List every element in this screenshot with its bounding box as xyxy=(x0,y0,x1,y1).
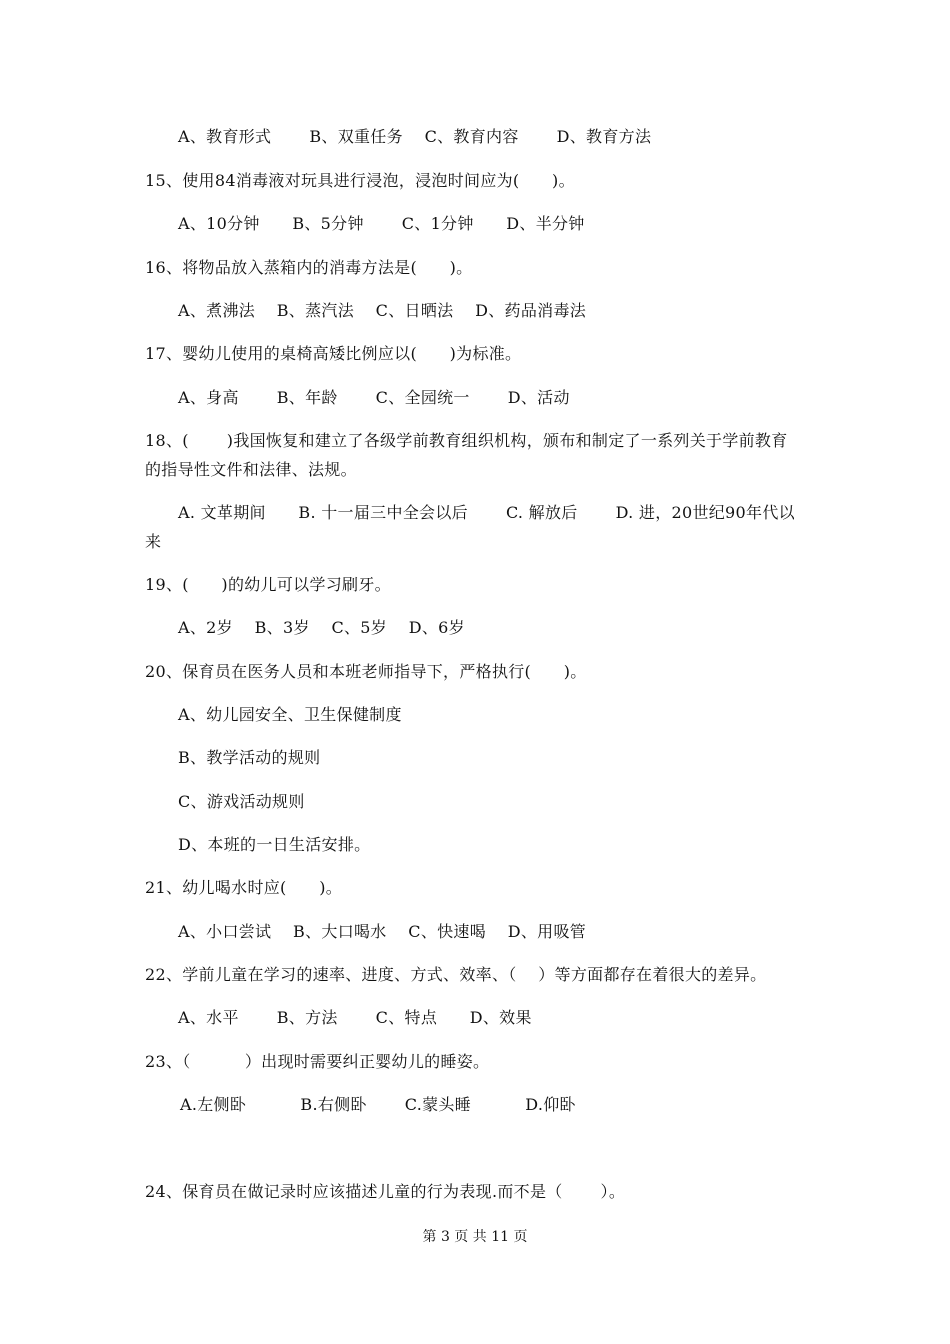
q18-options: A. 文革期间 B. 十一届三中全会以后 C. 解放后 D. 进，20世纪90年代以 xyxy=(178,503,795,522)
question-23: 23、（ ）出现时需要纠正婴幼儿的睡姿。 xyxy=(145,1052,490,1071)
q21-options: A、小口尝试 B、大口喝水 C、快速喝 D、用吸管 xyxy=(178,922,587,941)
q20-option-b: B、教学活动的规则 xyxy=(178,748,321,767)
q20-option-c: C、游戏活动规则 xyxy=(178,792,305,811)
question-15: 15、使用84消毒液对玩具进行浸泡，浸泡时间应为( )。 xyxy=(145,171,575,190)
q18-options-cont: 来 xyxy=(145,532,162,551)
question-18-cont: 的指导性文件和法律、法规。 xyxy=(145,460,357,479)
q23-options: A.左侧卧 B.右侧卧 C.蒙头睡 D.仰卧 xyxy=(180,1095,576,1114)
q14-options: A、教育形式 B、双重任务 C、教育内容 D、教育方法 xyxy=(178,127,652,146)
q20-option-a: A、幼儿园安全、卫生保健制度 xyxy=(178,705,402,724)
question-24: 24、保育员在做记录时应该描述儿童的行为表现.而不是（ ）。 xyxy=(145,1182,626,1201)
page-footer: 第 3 页 共 11 页 xyxy=(422,1229,528,1245)
question-16: 16、将物品放入蒸箱内的消毒方法是( )。 xyxy=(145,258,473,277)
question-22: 22、学前儿童在学习的速率、进度、方式、效率、（ ）等方面都存在着很大的差异。 xyxy=(145,965,767,984)
q15-options: A、10分钟 B、5分钟 C、1分钟 D、半分钟 xyxy=(178,214,585,233)
q20-option-d: D、本班的一日生活安排。 xyxy=(178,835,371,854)
question-18: 18、( )我国恢复和建立了各级学前教育组织机构，颁布和制定了一系列关于学前教育 xyxy=(145,431,788,450)
question-19: 19、( )的幼儿可以学习刷牙。 xyxy=(145,575,391,594)
question-20: 20、保育员在医务人员和本班老师指导下，严格执行( )。 xyxy=(145,662,587,681)
question-21: 21、幼儿喝水时应( )。 xyxy=(145,878,343,897)
question-17: 17、婴幼儿使用的桌椅高矮比例应以( )为标准。 xyxy=(145,344,522,363)
q16-options: A、煮沸法 B、蒸汽法 C、日晒法 D、药品消毒法 xyxy=(178,301,587,320)
q17-options: A、身高 B、年龄 C、全园统一 D、活动 xyxy=(178,388,570,407)
q19-options: A、2岁 B、3岁 C、5岁 D、6岁 xyxy=(178,618,465,637)
q22-options: A、水平 B、方法 C、特点 D、效果 xyxy=(178,1008,532,1027)
